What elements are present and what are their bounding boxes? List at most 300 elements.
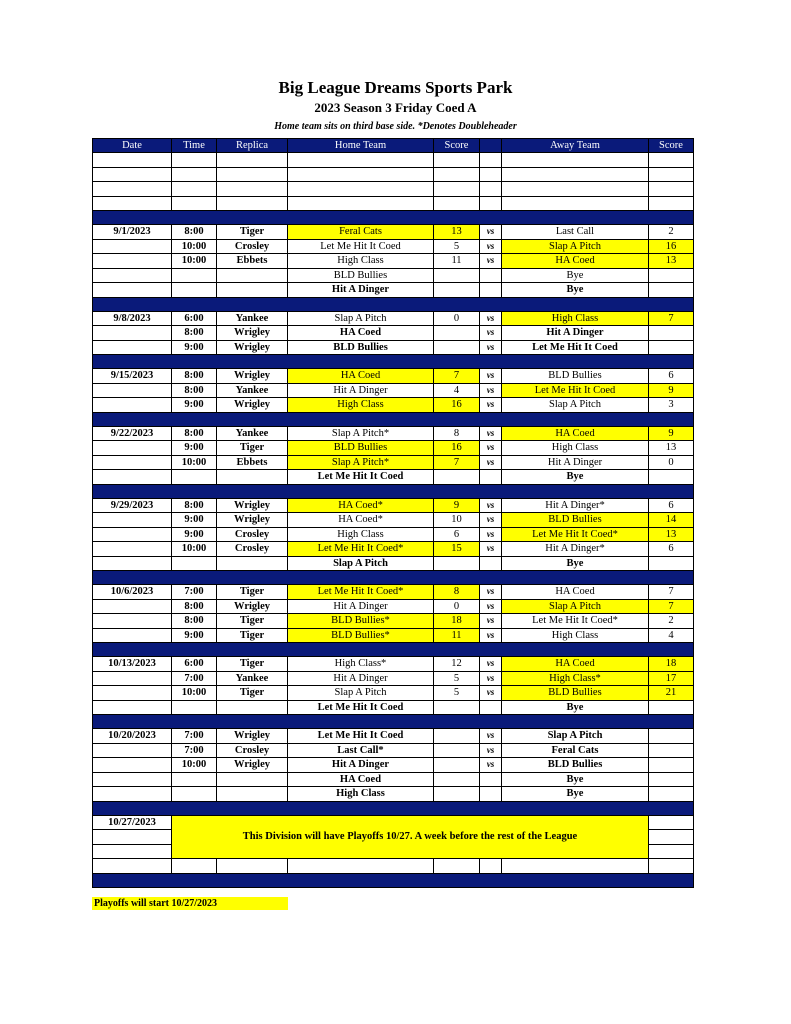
away-score (649, 556, 694, 571)
game-row (93, 239, 694, 254)
game-time: 8:00 (172, 614, 217, 629)
empty-cell (480, 196, 502, 211)
week-date (93, 513, 172, 528)
vs-label: vs (480, 628, 502, 643)
away-score: 6 (649, 498, 694, 513)
week-date (93, 340, 172, 355)
away-score: 6 (649, 369, 694, 384)
header-row (93, 139, 694, 153)
week-date (93, 599, 172, 614)
empty-cell (649, 815, 694, 830)
empty-cell (288, 196, 434, 211)
game-time: 9:00 (172, 527, 217, 542)
away-score: 7 (649, 585, 694, 600)
away-team: Hit A Dinger* (502, 542, 649, 557)
away-team: Bye (502, 772, 649, 787)
away-team: Bye (502, 556, 649, 571)
week-date (93, 614, 172, 629)
away-team: Slap A Pitch (502, 599, 649, 614)
field-replica: Yankee (217, 311, 288, 326)
empty-cell (217, 196, 288, 211)
home-team: Let Me Hit It Coed* (288, 585, 434, 600)
game-time: 10:00 (172, 542, 217, 557)
home-team: BLD Bullies (288, 441, 434, 456)
week-date (93, 441, 172, 456)
away-team: Let Me Hit It Coed (502, 383, 649, 398)
home-score: 16 (434, 441, 480, 456)
home-score (434, 340, 480, 355)
away-score (649, 758, 694, 773)
game-time: 8:00 (172, 426, 217, 441)
empty-cell (172, 153, 217, 168)
week-date (93, 758, 172, 773)
week-date (93, 326, 172, 341)
away-score: 0 (649, 455, 694, 470)
week-date: 9/8/2023 (93, 311, 172, 326)
col-replica-header: Replica (217, 139, 288, 153)
home-score: 5 (434, 239, 480, 254)
away-score: 18 (649, 657, 694, 672)
week-date: 10/13/2023 (93, 657, 172, 672)
game-row (93, 513, 694, 528)
home-team: Hit A Dinger (288, 758, 434, 773)
col-home-score-header: Score (434, 139, 480, 153)
field-replica: Wrigley (217, 758, 288, 773)
field-replica: Ebbets (217, 254, 288, 269)
field-replica (217, 700, 288, 715)
home-score (434, 772, 480, 787)
game-time: 8:00 (172, 326, 217, 341)
week-separator-band (93, 412, 694, 426)
field-replica: Tiger (217, 585, 288, 600)
home-team: High Class (288, 527, 434, 542)
week-separator-band (93, 211, 694, 225)
week-date (93, 556, 172, 571)
away-score (649, 326, 694, 341)
home-team: High Class (288, 787, 434, 802)
empty-cell (480, 859, 502, 874)
field-replica: Crosley (217, 743, 288, 758)
away-team: Hit A Dinger (502, 455, 649, 470)
home-team: Slap A Pitch* (288, 426, 434, 441)
home-score: 4 (434, 383, 480, 398)
home-team: HA Coed (288, 369, 434, 384)
field-replica (217, 787, 288, 802)
game-row (93, 743, 694, 758)
home-team: HA Coed (288, 772, 434, 787)
away-score: 4 (649, 628, 694, 643)
game-time (172, 772, 217, 787)
week-separator-band (93, 355, 694, 369)
game-time: 9:00 (172, 340, 217, 355)
field-replica: Wrigley (217, 326, 288, 341)
home-team: Slap A Pitch (288, 686, 434, 701)
field-replica: Wrigley (217, 729, 288, 744)
game-time: 10:00 (172, 455, 217, 470)
game-row (93, 729, 694, 744)
week-date: 10/20/2023 (93, 729, 172, 744)
away-score: 7 (649, 599, 694, 614)
field-replica: Crosley (217, 239, 288, 254)
game-row (93, 686, 694, 701)
away-team: High Class* (502, 671, 649, 686)
vs-label (480, 787, 502, 802)
field-replica: Tiger (217, 628, 288, 643)
vs-label: vs (480, 225, 502, 240)
band-cell (93, 873, 694, 887)
game-row (93, 283, 694, 298)
away-score (649, 700, 694, 715)
page-subtitle: 2023 Season 3 Friday Coed A (314, 100, 477, 115)
game-row (93, 498, 694, 513)
week-date: 10/6/2023 (93, 585, 172, 600)
home-team: BLD Bullies* (288, 628, 434, 643)
home-team: HA Coed* (288, 498, 434, 513)
away-team: Let Me Hit It Coed (502, 340, 649, 355)
empty-cell (217, 167, 288, 182)
field-replica: Wrigley (217, 513, 288, 528)
home-team: Hit A Dinger (288, 599, 434, 614)
home-score: 11 (434, 254, 480, 269)
empty-cell (649, 844, 694, 859)
vs-label: vs (480, 340, 502, 355)
home-team: HA Coed (288, 326, 434, 341)
week-date (93, 254, 172, 269)
playoffs-date: 10/27/2023 (93, 815, 172, 830)
away-team: HA Coed (502, 426, 649, 441)
empty-cell (434, 153, 480, 168)
home-team: BLD Bullies (288, 340, 434, 355)
away-score: 21 (649, 686, 694, 701)
vs-label (480, 268, 502, 283)
vs-label: vs (480, 671, 502, 686)
band-cell (93, 211, 694, 225)
week-date (93, 527, 172, 542)
empty-cell (93, 844, 172, 859)
col-away-team-header: Away Team (502, 139, 649, 153)
week-date (93, 686, 172, 701)
field-replica: Yankee (217, 671, 288, 686)
away-team: Last Call (502, 225, 649, 240)
field-replica: Yankee (217, 383, 288, 398)
home-score (434, 700, 480, 715)
empty-cell (93, 196, 172, 211)
vs-label (480, 283, 502, 298)
vs-label (480, 556, 502, 571)
vs-label: vs (480, 513, 502, 528)
away-team: Let Me Hit It Coed* (502, 527, 649, 542)
page-title: Big League Dreams Sports Park (278, 78, 513, 97)
game-time: 10:00 (172, 254, 217, 269)
game-time: 9:00 (172, 513, 217, 528)
vs-label: vs (480, 527, 502, 542)
game-row (93, 383, 694, 398)
empty-cell (502, 196, 649, 211)
home-team: BLD Bullies* (288, 614, 434, 629)
field-replica: Tiger (217, 614, 288, 629)
field-replica: Wrigley (217, 340, 288, 355)
week-separator-band (93, 801, 694, 815)
game-row (93, 225, 694, 240)
band-cell (93, 571, 694, 585)
week-separator-band (93, 873, 694, 887)
game-time: 10:00 (172, 758, 217, 773)
empty-cell (93, 167, 172, 182)
home-team: Slap A Pitch (288, 556, 434, 571)
home-score (434, 729, 480, 744)
away-team: Feral Cats (502, 743, 649, 758)
schedule-body (93, 153, 694, 888)
game-row (93, 311, 694, 326)
empty-cell (649, 153, 694, 168)
home-score (434, 758, 480, 773)
band-cell (93, 643, 694, 657)
game-time (172, 470, 217, 485)
blank-row (93, 859, 694, 874)
home-team: High Class (288, 398, 434, 413)
vs-label: vs (480, 542, 502, 557)
vs-label: vs (480, 455, 502, 470)
playoffs-notice: This Division will have Playoffs 10/27. A week before the rest of the League (172, 815, 649, 859)
week-separator-band (93, 715, 694, 729)
week-date (93, 542, 172, 557)
game-row (93, 700, 694, 715)
game-time: 8:00 (172, 369, 217, 384)
game-row (93, 671, 694, 686)
game-time (172, 283, 217, 298)
vs-label (480, 700, 502, 715)
home-score: 0 (434, 311, 480, 326)
empty-cell (480, 167, 502, 182)
empty-cell (434, 182, 480, 197)
empty-cell (93, 830, 172, 845)
away-score (649, 268, 694, 283)
away-score (649, 743, 694, 758)
home-team: Hit A Dinger (288, 383, 434, 398)
vs-label: vs (480, 585, 502, 600)
away-score (649, 729, 694, 744)
away-team: Bye (502, 700, 649, 715)
away-score: 13 (649, 441, 694, 456)
week-date: 9/29/2023 (93, 498, 172, 513)
field-replica: Tiger (217, 657, 288, 672)
week-date: 9/1/2023 (93, 225, 172, 240)
blank-row (93, 196, 694, 211)
col-away-score-header: Score (649, 139, 694, 153)
vs-label: vs (480, 383, 502, 398)
empty-cell (172, 196, 217, 211)
empty-cell (502, 167, 649, 182)
game-time: 10:00 (172, 239, 217, 254)
home-score (434, 556, 480, 571)
vs-label: vs (480, 398, 502, 413)
schedule-table (92, 138, 694, 888)
game-time: 8:00 (172, 498, 217, 513)
home-team: Hit A Dinger (288, 671, 434, 686)
game-row (93, 787, 694, 802)
away-team: Bye (502, 470, 649, 485)
field-replica: Ebbets (217, 455, 288, 470)
vs-label (480, 772, 502, 787)
home-team: Feral Cats (288, 225, 434, 240)
away-team: BLD Bullies (502, 686, 649, 701)
game-row (93, 326, 694, 341)
away-score: 7 (649, 311, 694, 326)
away-score: 2 (649, 225, 694, 240)
empty-cell (172, 859, 217, 874)
empty-cell (288, 859, 434, 874)
vs-label: vs (480, 599, 502, 614)
home-score: 7 (434, 455, 480, 470)
away-team: Slap A Pitch (502, 239, 649, 254)
playoffs-row (93, 815, 694, 830)
empty-cell (434, 167, 480, 182)
field-replica: Tiger (217, 225, 288, 240)
home-team: Let Me Hit It Coed (288, 239, 434, 254)
empty-cell (502, 859, 649, 874)
game-time: 9:00 (172, 628, 217, 643)
game-time: 9:00 (172, 441, 217, 456)
home-score (434, 470, 480, 485)
empty-cell (288, 167, 434, 182)
band-cell (93, 297, 694, 311)
empty-cell (93, 153, 172, 168)
empty-cell (649, 167, 694, 182)
home-score: 8 (434, 585, 480, 600)
away-team: BLD Bullies (502, 513, 649, 528)
band-cell (93, 801, 694, 815)
vs-label: vs (480, 426, 502, 441)
week-separator-band (93, 484, 694, 498)
game-time: 8:00 (172, 599, 217, 614)
week-date (93, 470, 172, 485)
week-date (93, 628, 172, 643)
away-team: Hit A Dinger* (502, 498, 649, 513)
game-time (172, 556, 217, 571)
week-separator-band (93, 571, 694, 585)
game-row (93, 772, 694, 787)
home-score: 16 (434, 398, 480, 413)
vs-label: vs (480, 758, 502, 773)
week-date (93, 455, 172, 470)
home-score: 8 (434, 426, 480, 441)
field-replica (217, 470, 288, 485)
empty-cell (434, 196, 480, 211)
home-score (434, 283, 480, 298)
home-score (434, 326, 480, 341)
empty-cell (502, 182, 649, 197)
empty-cell (217, 182, 288, 197)
game-row (93, 470, 694, 485)
week-date (93, 743, 172, 758)
away-team: HA Coed (502, 585, 649, 600)
empty-cell (172, 182, 217, 197)
week-separator-band (93, 643, 694, 657)
home-team: Slap A Pitch (288, 311, 434, 326)
col-home-team-header: Home Team (288, 139, 434, 153)
game-time: 7:00 (172, 585, 217, 600)
vs-label (480, 470, 502, 485)
field-replica: Wrigley (217, 498, 288, 513)
empty-cell (93, 182, 172, 197)
vs-label: vs (480, 657, 502, 672)
field-replica: Crosley (217, 527, 288, 542)
week-date: 9/15/2023 (93, 369, 172, 384)
week-date: 9/22/2023 (93, 426, 172, 441)
field-replica: Wrigley (217, 599, 288, 614)
empty-cell (649, 830, 694, 845)
field-replica: Yankee (217, 426, 288, 441)
away-team: High Class (502, 441, 649, 456)
field-replica (217, 283, 288, 298)
field-replica: Wrigley (217, 398, 288, 413)
away-score (649, 340, 694, 355)
game-time: 8:00 (172, 225, 217, 240)
vs-label: vs (480, 686, 502, 701)
game-row (93, 426, 694, 441)
game-time: 7:00 (172, 729, 217, 744)
empty-cell (649, 182, 694, 197)
home-team: Let Me Hit It Coed (288, 700, 434, 715)
home-score: 18 (434, 614, 480, 629)
week-date (93, 787, 172, 802)
home-score: 9 (434, 498, 480, 513)
week-date (93, 239, 172, 254)
home-score: 11 (434, 628, 480, 643)
field-replica (217, 772, 288, 787)
away-score (649, 787, 694, 802)
col-time-header: Time (172, 139, 217, 153)
home-team: BLD Bullies (288, 268, 434, 283)
week-date (93, 268, 172, 283)
home-team: Hit A Dinger (288, 283, 434, 298)
game-time: 9:00 (172, 398, 217, 413)
blank-row (93, 167, 694, 182)
game-row (93, 398, 694, 413)
empty-cell (288, 153, 434, 168)
home-team: Let Me Hit It Coed* (288, 542, 434, 557)
game-row (93, 441, 694, 456)
band-cell (93, 484, 694, 498)
vs-label: vs (480, 239, 502, 254)
game-time: 6:00 (172, 311, 217, 326)
vs-label: vs (480, 369, 502, 384)
home-team: Slap A Pitch* (288, 455, 434, 470)
band-cell (93, 355, 694, 369)
home-score (434, 743, 480, 758)
game-time (172, 787, 217, 802)
away-score (649, 772, 694, 787)
week-date (93, 671, 172, 686)
home-score: 7 (434, 369, 480, 384)
away-score: 17 (649, 671, 694, 686)
game-time: 6:00 (172, 657, 217, 672)
home-team: Last Call* (288, 743, 434, 758)
away-team: Hit A Dinger (502, 326, 649, 341)
home-team: High Class (288, 254, 434, 269)
game-row (93, 268, 694, 283)
empty-cell (480, 182, 502, 197)
home-score: 10 (434, 513, 480, 528)
game-row (93, 599, 694, 614)
away-team: High Class (502, 628, 649, 643)
week-date (93, 383, 172, 398)
away-team: Bye (502, 787, 649, 802)
away-score: 13 (649, 254, 694, 269)
col-date-header: Date (93, 139, 172, 153)
empty-cell (217, 153, 288, 168)
game-time: 7:00 (172, 671, 217, 686)
